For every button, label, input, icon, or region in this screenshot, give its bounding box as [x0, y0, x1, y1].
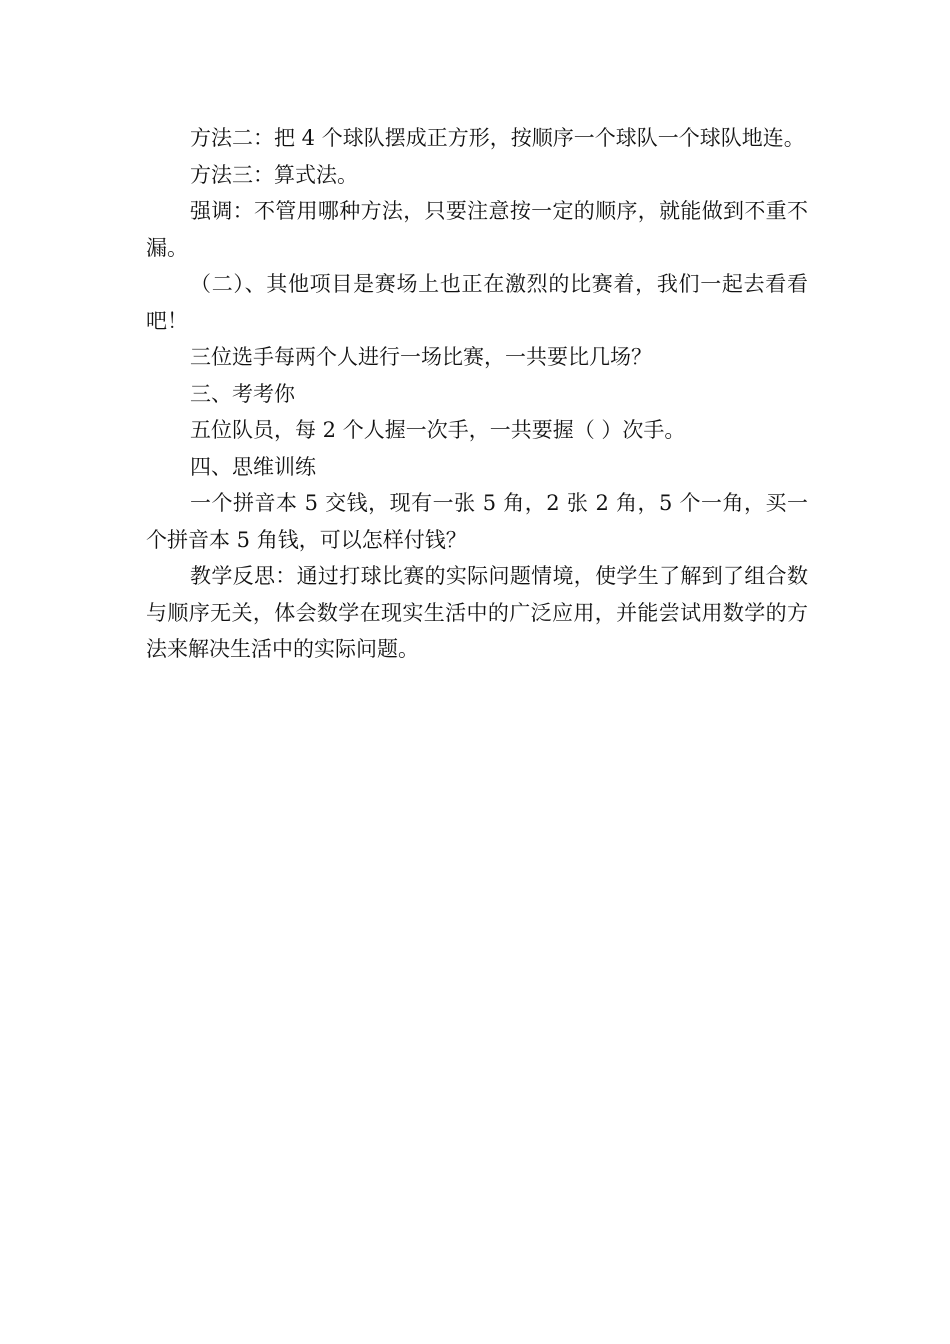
paragraph-method-two: 方法二：把 4 个球队摆成正方形，按顺序一个球队一个球队地连。 [190, 126, 805, 150]
paragraph-teaching-reflection: 教学反思：通过打球比赛的实际问题情境，使学生了解到了组合数与顺序无关，体会数学在现实生活中的广泛应用，并能尝试用数学的方法来解决生活中的实际问题。 [146, 564, 808, 661]
paragraph-section-other-events: （二）、其他项目是赛场上也正在激烈的比赛着，我们一起去看看吧！ [146, 272, 808, 333]
heading-thinking-training: 四、思维训练 [190, 454, 316, 479]
paragraph-handshake-question: 五位队员，每 2 个人握一次手，一共要握（ ）次手。 [190, 418, 686, 442]
paragraph-three-players-question: 三位选手每两个人进行一场比赛，一共要比几场？ [190, 345, 652, 369]
paragraph-payment-question: 一个拼音本 5 交钱，现有一张 5 角，2 张 2 角，5 个一角，买一个拼音本 5 角钱，可以怎样付钱？ [146, 491, 808, 552]
paragraph-emphasis: 强调：不管用哪种方法，只要注意按一定的顺序，就能做到不重不漏。 [146, 199, 808, 260]
heading-test-yourself: 三、考考你 [190, 381, 295, 406]
document-body [146, 120, 808, 668]
paragraph-method-three: 方法三：算式法。 [190, 162, 358, 187]
